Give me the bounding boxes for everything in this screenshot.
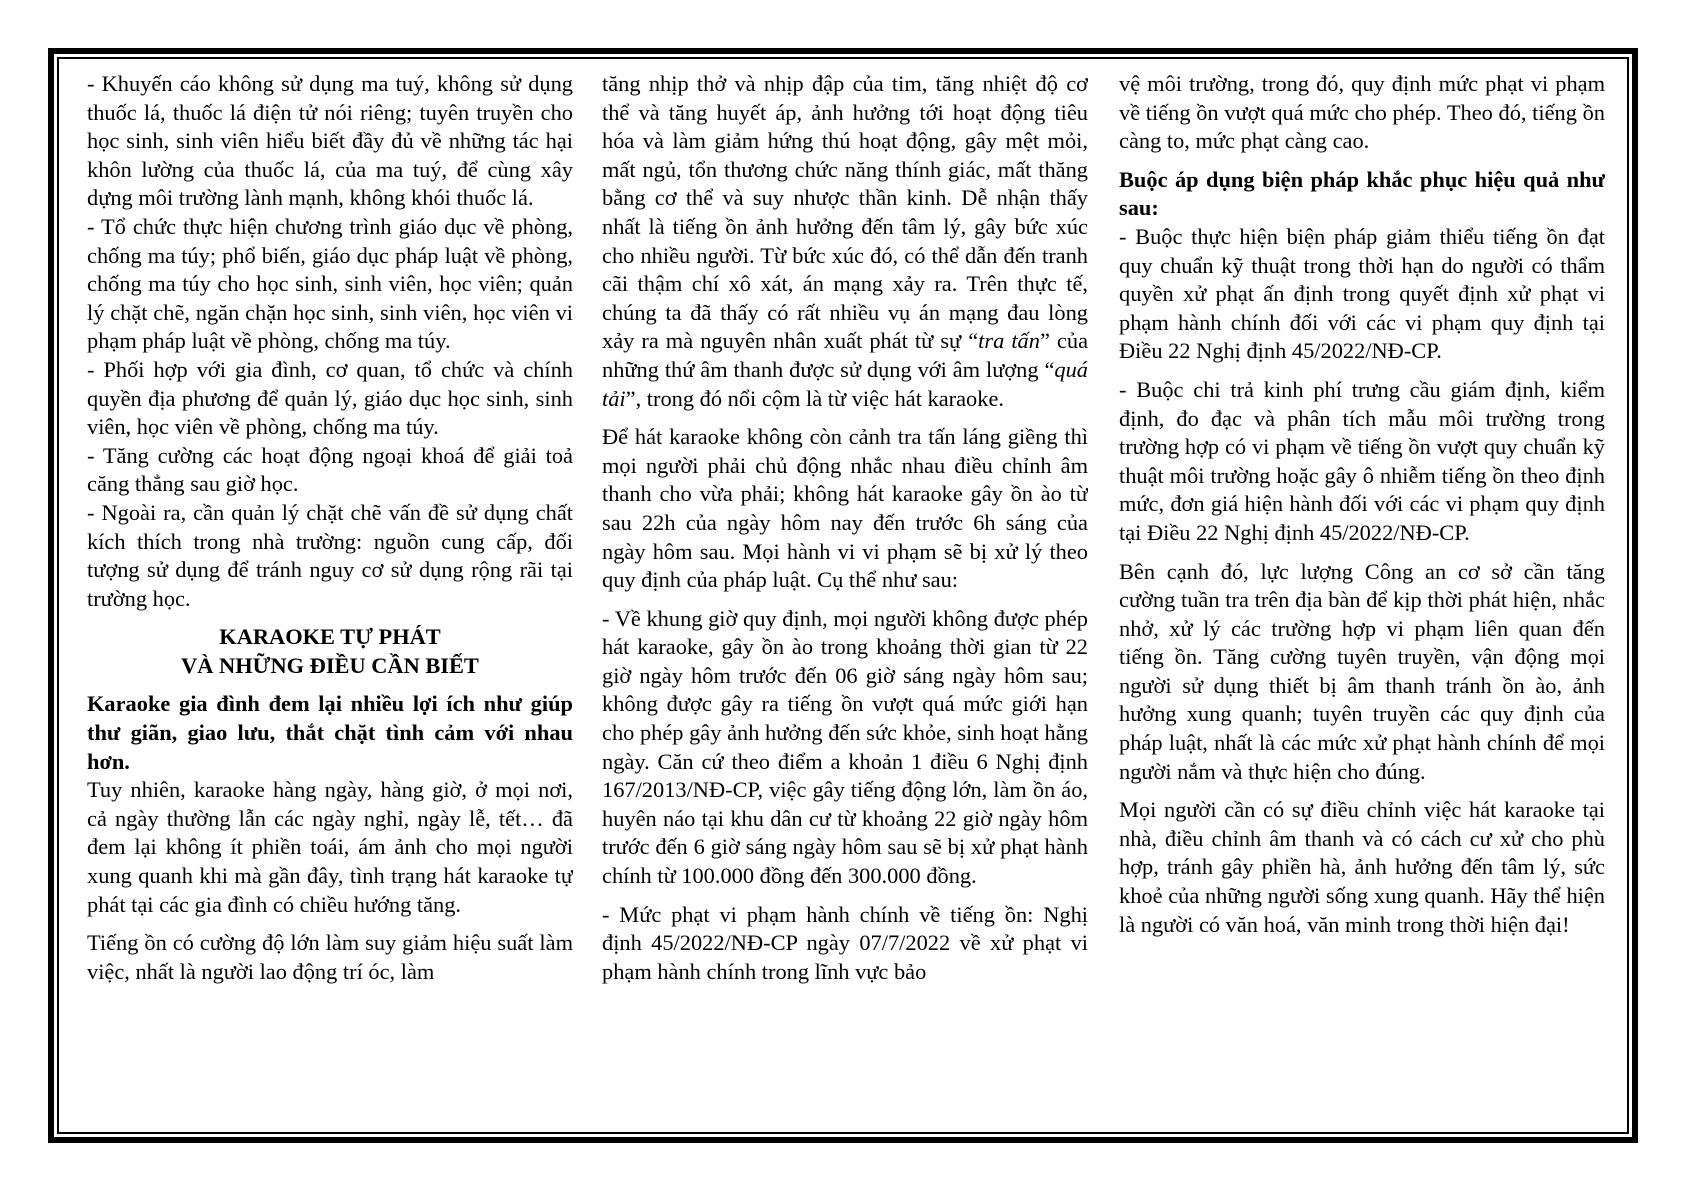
section-heading-line-1: KARAOKE TỰ PHÁT xyxy=(219,624,441,650)
paragraph: - Phối hợp với gia đình, cơ quan, tổ chức và chính quyền địa phương để quản lý, giáo dục học sinh, sinh viên, học viên về phòng, chống ma túy. xyxy=(87,356,573,440)
paragraph xyxy=(602,70,1088,413)
paragraph: Mọi người cần có sự điều chỉnh việc hát karaoke tại nhà, điều chỉnh âm thanh và có cách cư xử cho phù hợp, tránh gây phiền hà, ảnh hưởng đến tâm lý, sức khoẻ của những người sống xung quanh. Hãy thể hiện là người có văn hoá, văn minh trong thời hiện đại! xyxy=(1119,797,1605,937)
text-run: ” của những thứ âm thanh được sử dụng với âm lượng “ xyxy=(602,328,1088,382)
italic-text: quá tải xyxy=(602,356,1088,411)
paragraph: Bên cạnh đó, lực lượng Công an cơ sở cần tăng cường tuần tra trên địa bàn để kịp thời phát hiện, nhắc nhở, xử lý các trường hợp vi phạm liên quan đến tiếng ồn. Tăng cường tuyên truyền, vận động mọi người sử dụng thiết bị âm thanh tránh ồn ào, ảnh hưởng xung quanh; tuyên truyền các quy định của pháp luật, nhất là các mức xử phạt hành chính để mọi người nắm và thực hiện cho đúng. xyxy=(1119,558,1605,784)
paragraph: - Buộc thực hiện biện pháp giảm thiểu tiếng ồn đạt quy chuẩn kỹ thuật trong thời hạn do người có thẩm quyền xử phạt ấn định trong quyết định xử phạt vi phạm hành chính đối với các vi phạm quy định tại Điều 22 Nghị định 45/2022/NĐ-CP. xyxy=(1119,223,1605,364)
paragraph: Tuy nhiên, karaoke hàng ngày, hàng giờ, ở mọi nơi, cả ngày thường lẫn các ngày nghỉ, ngày lễ, tết… đã đem lại không ít phiền toái, ám ảnh cho mọi người xung quanh khi mà gần đây, tình trạng hát karaoke tự phát tại các gia đình có chiều hướng tăng. xyxy=(87,777,573,917)
paragraph: - Khuyến cáo không sử dụng ma tuý, không sử dụng thuốc lá, thuốc lá điện tử nói riêng; tuyên truyền cho học sinh, sinh viên hiểu biết đầy đủ về những tác hại khôn lường của thuốc lá, của ma tuý, để cùng xây dựng môi trường lành mạnh, không khói thuốc lá. xyxy=(87,71,573,211)
paragraph: - Ngoài ra, cần quản lý chặt chẽ vấn đề sử dụng chất kích thích trong nhà trường: nguồn cung cấp, đối tượng sử dụng để tránh nguy cơ sử dụng rộng rãi tại trường học. xyxy=(87,499,573,611)
paragraph: - Buộc chi trả kinh phí trưng cầu giám định, kiểm định, đo đạc và phân tích mẫu môi trường trong trường hợp có vi phạm về tiếng ồn vượt quy chuẩn kỹ thuật môi trường hoặc gây ô nhiễm tiếng ồn theo định mức, đơn giá hiện hành đối với các vi phạm quy định tại Điều 22 Nghị định 45/2022/NĐ-CP. xyxy=(1119,376,1605,545)
column-3 xyxy=(1119,70,1605,1120)
text-run: tăng nhịp thở và nhịp đập của tim, tăng nhiệt độ cơ thể và tăng huyết áp, ảnh hưởng tới hoạt động tiêu hóa và làm giảm hứng thú hoạt động, gây mệt mỏi, mất ngủ, tổn thương chức năng thính giác, mất thăng bằng cơ thể và suy nhược thần kinh. Dễ nhận thấy nhất là tiếng ồn ảnh hưởng đến tâm lý, gây bức xúc cho nhiều người. Từ bức xúc đó, có thể dẫn đến tranh cãi thậm chí xô xát, án mạng xảy ra. Trên thực tế, chúng ta đã thấy có rất nhiều vụ án mạng đau lòng xảy ra mà nguyên nhân xuất phát từ sự “ xyxy=(602,71,1088,354)
paragraph: vệ môi trường, trong đó, quy định mức phạt vi phạm về tiếng ồn vượt quá mức cho phép. Theo đó, tiếng ồn càng to, mức phạt càng cao. xyxy=(1119,71,1605,154)
paragraph: - Tăng cường các hoạt động ngoại khoá để giải toả căng thẳng sau giờ học. xyxy=(87,442,573,497)
lead-paragraph: Karaoke gia đình đem lại nhiều lợi ích như giúp thư giãn, giao lưu, thắt chặt tình cảm với nhau hơn. xyxy=(87,691,573,774)
paragraph: Để hát karaoke không còn cảnh tra tấn láng giềng thì mọi người phải chủ động nhắc nhau điều chỉnh âm thanh cho vừa phải; không hát karaoke gây ồn ào từ sau 22h của ngày hôm nay đến trước 6h sáng của ngày hôm sau. Mọi hành vi vi phạm sẽ bị xử lý theo quy định của pháp luật. Cụ thể như sau: xyxy=(602,424,1088,593)
text-run: ”, trong đó nổi cộm là từ việc hát karaoke. xyxy=(625,385,1004,411)
bold-heading: Buộc áp dụng biện pháp khắc phục hiệu quả như sau: xyxy=(1119,166,1605,221)
paragraph: - Mức phạt vi phạm hành chính về tiếng ồn: Nghị định 45/2022/NĐ-CP ngày 07/7/2022 về xử phạt vi phạm hành chính trong lĩnh vực bảo xyxy=(602,901,1088,984)
paragraph: - Tổ chức thực hiện chương trình giáo dục về phòng, chống ma túy; phổ biến, giáo dục pháp luật về phòng, chống ma túy cho học sinh, sinh viên, học viên; quản lý chặt chẽ, ngăn chặn học sinh, sinh viên, học viên vi phạm pháp luật về phòng, chống ma túy. xyxy=(87,213,573,354)
section-heading-line-2: VÀ NHỮNG ĐIỀU CẦN BIẾT xyxy=(181,652,479,678)
paragraph: - Về khung giờ quy định, mọi người không được phép hát karaoke, gây ồn ào trong khoảng thời gian từ 22 giờ ngày hôm trước đến 06 giờ sáng ngày hôm sau; không được gây ra tiếng ồn vượt quá mức giới hạn cho phép gây ảnh hưởng đến sức khỏe, sinh hoạt hằng ngày. Căn cứ theo điểm a khoản 1 điều 6 Nghị định 167/2013/NĐ-CP, việc gây tiếng động lớn, làm ồn áo, huyên náo tại khu dân cư từ khoảng 22 giờ ngày hôm trước đến 6 giờ sáng ngày hôm sau sẽ bị xử phạt hành chính từ 100.000 đồng đến 300.000 đồng. xyxy=(602,605,1088,889)
column-1 xyxy=(87,70,573,1120)
section-heading xyxy=(87,623,573,680)
column-2 xyxy=(602,70,1088,1120)
paragraph: Tiếng ồn có cường độ lớn làm suy giảm hiệu suất làm việc, nhất là người lao động trí óc, làm xyxy=(87,930,573,984)
italic-text: tra tấn xyxy=(978,328,1040,354)
